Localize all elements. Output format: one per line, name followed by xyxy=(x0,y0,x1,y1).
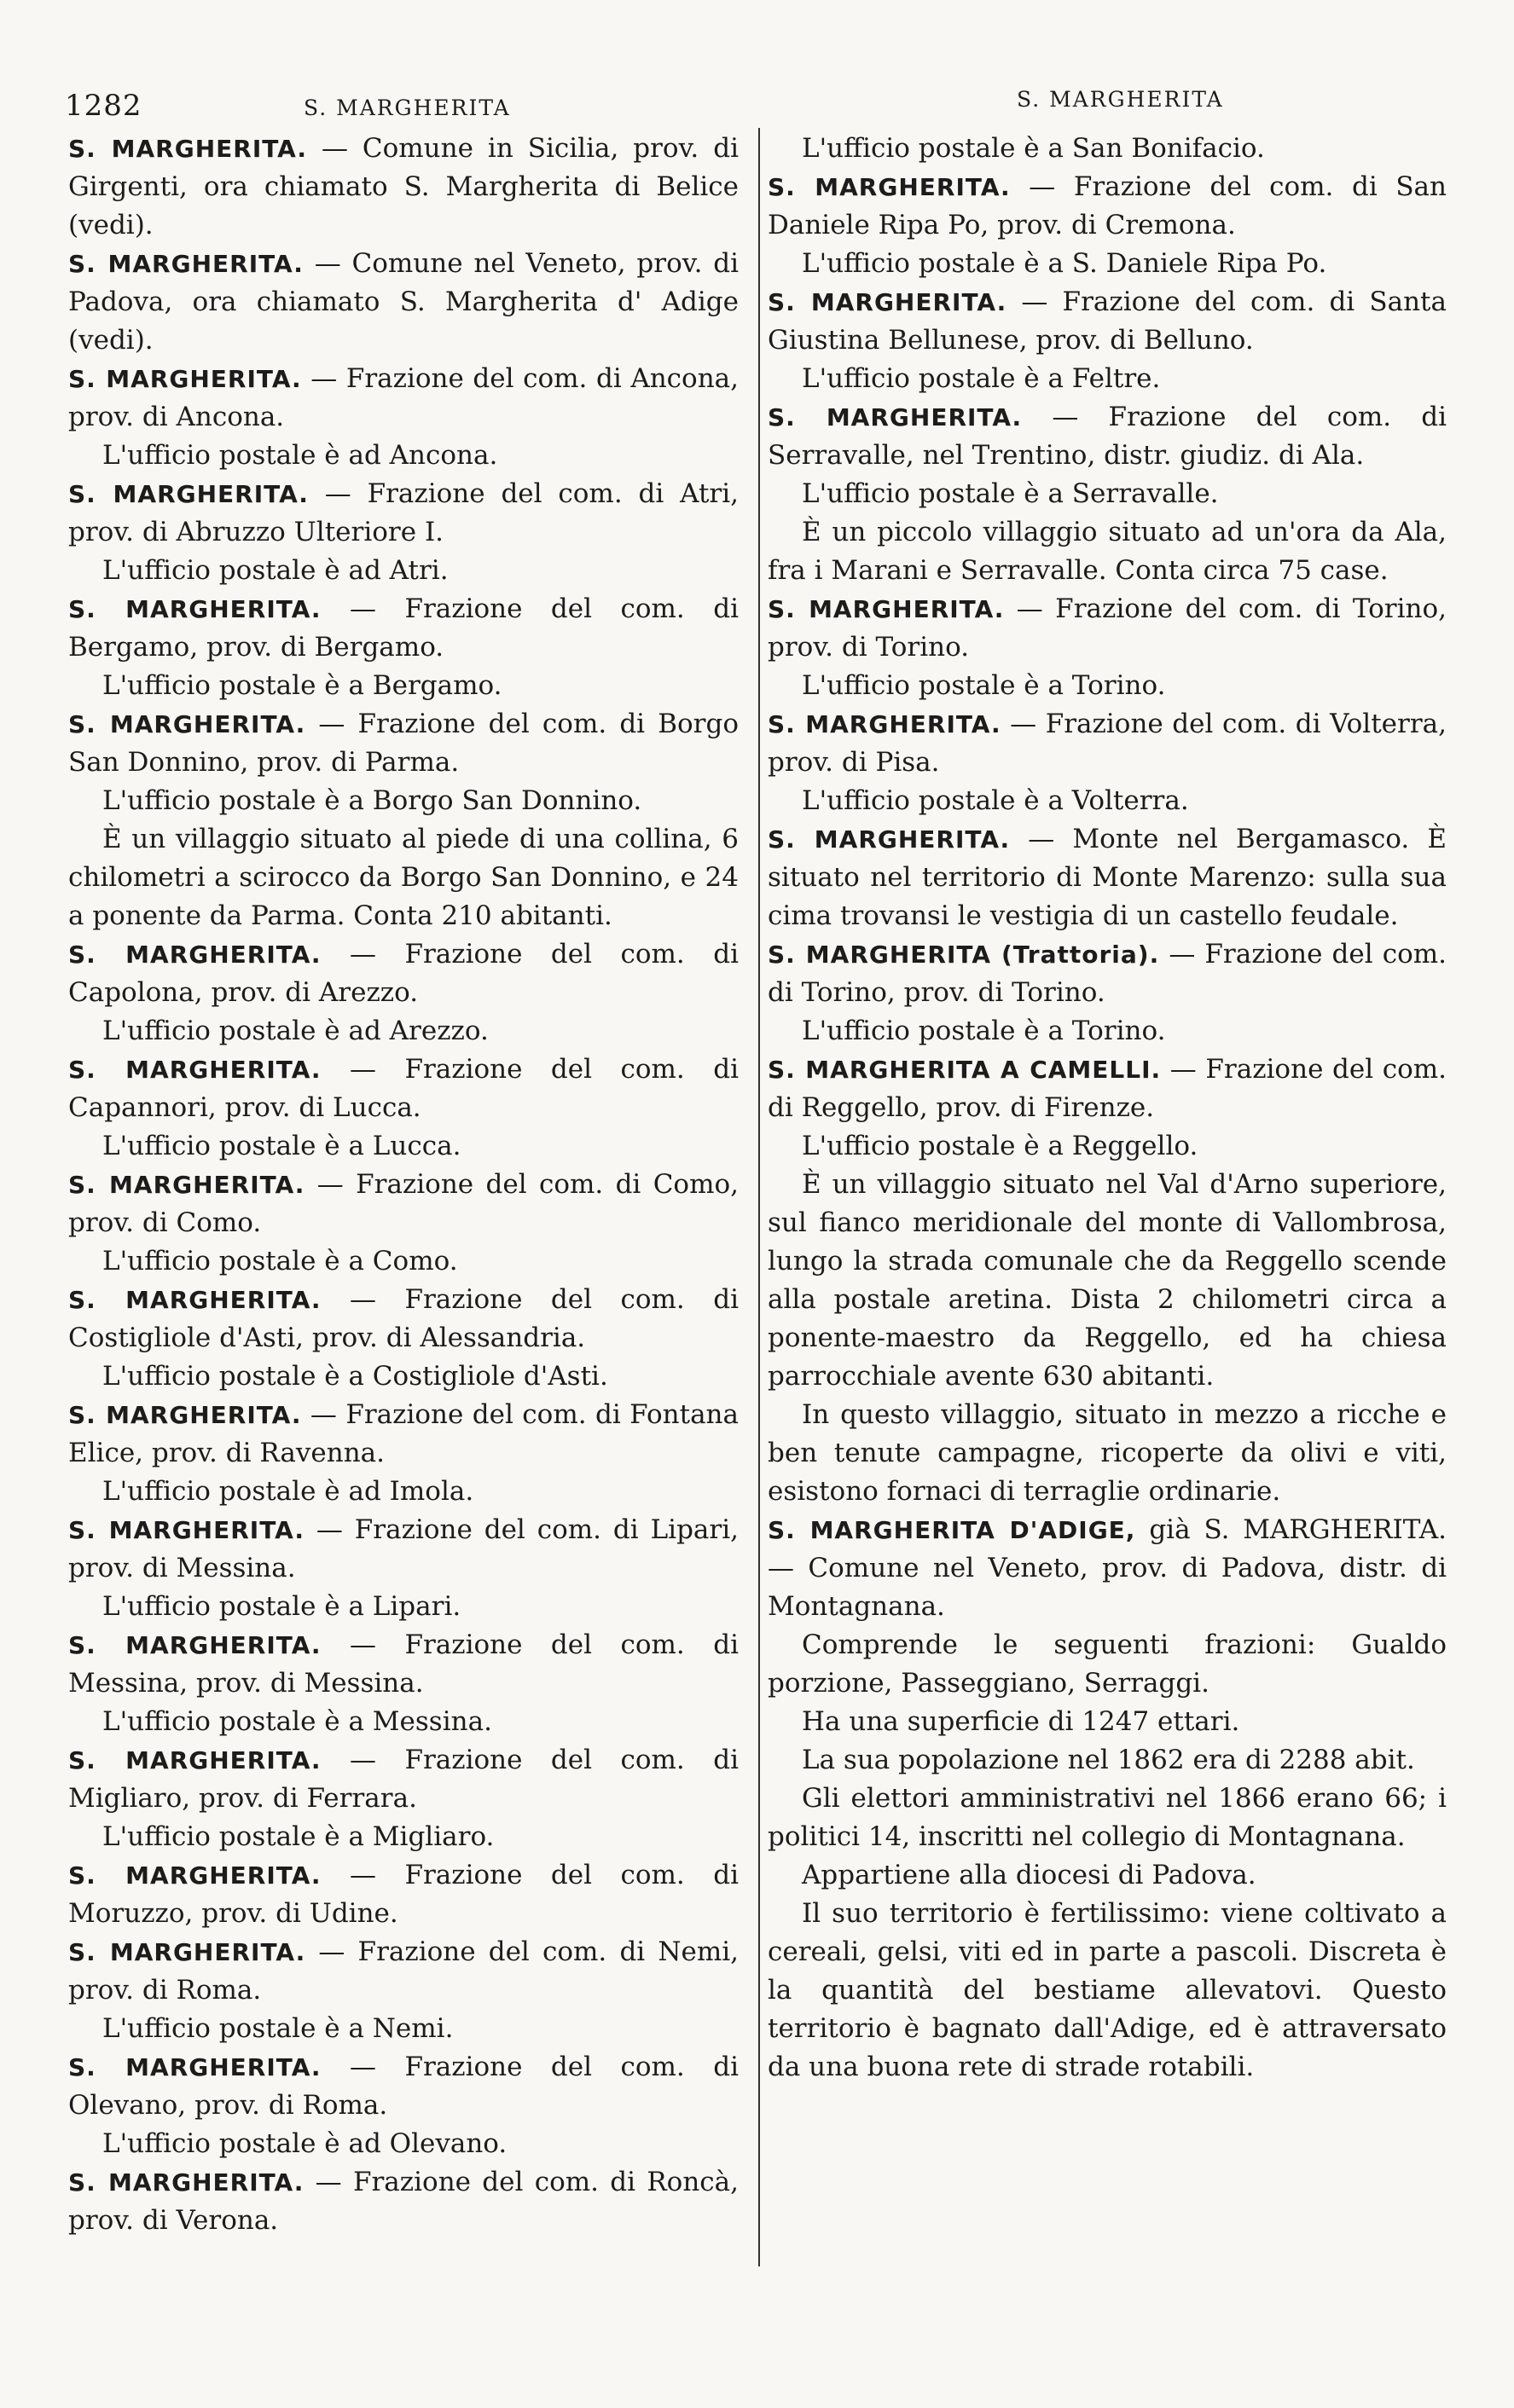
entry-text: L'ufficio postale è a Serravalle. xyxy=(802,478,1219,509)
entry-text: — Frazione del com. di Costigliole d'Asti, prov. di Alessandria. xyxy=(68,1284,739,1353)
entry-text: già S. MARGHERITA. — Comune nel Veneto, prov. di Padova, distr. di Montagnana. xyxy=(768,1514,1447,1622)
entry-headword: S. MARGHERITA. xyxy=(68,480,309,508)
entry-text: — Monte nel Bergamasco. È situato nel territorio di Monte Marenzo: sulla sua cima trovansi le vestigia di un castello feudale. xyxy=(768,824,1447,931)
entry-paragraph xyxy=(68,1856,739,1933)
entry-paragraph xyxy=(68,1933,739,2010)
entry-paragraph xyxy=(768,398,1447,475)
entry-paragraph xyxy=(68,1741,739,1818)
entry-headword: S. MARGHERITA. xyxy=(68,1171,305,1199)
entry-text: — Comune in Sicilia, prov. di Girgenti, ora chiamato S. Margherita di Belice (vedi). xyxy=(68,133,739,240)
left-column xyxy=(68,130,739,2240)
entry-paragraph xyxy=(68,590,739,667)
entry-text: — Frazione del com. di Moruzzo, prov. di Udine. xyxy=(68,1860,739,1929)
entry-paragraph xyxy=(68,1051,739,1127)
entry-text: — Frazione del com. di Borgo San Donnino, prov. di Parma. xyxy=(68,709,739,778)
entry-note xyxy=(68,1242,739,1281)
entry-note xyxy=(768,360,1447,398)
entry-note xyxy=(768,1895,1447,2087)
entry-text: L'ufficio postale è ad Atri. xyxy=(102,555,449,586)
entry-text: L'ufficio postale è ad Imola. xyxy=(102,1476,474,1507)
entry-text: — Frazione del com. di Capannori, prov. di Lucca. xyxy=(68,1054,739,1123)
entry-text: L'ufficio postale è a Messina. xyxy=(102,1706,492,1737)
entry-paragraph xyxy=(68,245,739,360)
entry-headword: S. MARGHERITA. xyxy=(768,288,1007,316)
entry-text: L'ufficio postale è a Borgo San Donnino. xyxy=(102,785,642,816)
entry-headword: S. MARGHERITA (Trattoria). xyxy=(768,941,1160,969)
entry-paragraph xyxy=(768,168,1447,245)
entry-text: — Frazione del com. di Volterra, prov. di Pisa. xyxy=(768,709,1447,778)
entry-headword: S. MARGHERITA A CAMELLI. xyxy=(768,1056,1162,1084)
entry-headword: S. MARGHERITA. xyxy=(68,250,304,278)
entry-text: L'ufficio postale è a Migliaro. xyxy=(102,1821,495,1852)
entry-note xyxy=(68,2125,739,2163)
left-running-title: S. MARGHERITA xyxy=(304,96,511,120)
entry-paragraph xyxy=(68,705,739,782)
entry-text: — Frazione del com. di Bergamo, prov. di Bergamo. xyxy=(68,593,739,663)
entry-headword: S. MARGHERITA. xyxy=(68,1746,322,1774)
entry-headword: S. MARGHERITA. xyxy=(68,1056,322,1084)
entry-text: — Frazione del com. di Santa Giustina Bellunese, prov. di Belluno. xyxy=(768,287,1447,356)
entry-text: La sua popolazione nel 1862 era di 2288 abit. xyxy=(802,1745,1415,1775)
entry-note xyxy=(68,820,739,935)
right-running-title: S. MARGHERITA xyxy=(1017,87,1224,112)
entry-note xyxy=(68,2010,739,2048)
entry-note xyxy=(768,667,1447,705)
entry-text: — Frazione del com. di Messina, prov. di Messina. xyxy=(68,1629,739,1699)
entry-note xyxy=(768,1396,1447,1511)
entry-text: — Frazione del com. di Capolona, prov. di Arezzo. xyxy=(68,939,739,1008)
entry-text: L'ufficio postale è a Volterra. xyxy=(802,785,1189,816)
entry-note xyxy=(768,1741,1447,1780)
entry-headword: S. MARGHERITA. xyxy=(768,173,1011,201)
entry-note xyxy=(68,1473,739,1511)
entry-text: — Comune nel Veneto, prov. di Padova, ora chiamato S. Margherita d' Adige (vedi). xyxy=(68,248,740,356)
entry-text: — Frazione del com. di Como, prov. di Como. xyxy=(68,1169,739,1238)
entry-note xyxy=(68,1357,739,1396)
entry-note xyxy=(68,782,739,820)
entry-note xyxy=(68,667,739,705)
entry-text: — Frazione del com. di Fontana Elice, prov. di Ravenna. xyxy=(68,1399,739,1468)
entry-text: È un villaggio situato nel Val d'Arno superiore, sul fianco meridionale del monte di Vallombrosa, lungo la strada comunale che da Reggello scende alla postale aretina. Dista 2 chilometri circa a ponente-maestro da Reggello, ed ha chiesa parrocchiale avente 630 abitanti. xyxy=(768,1169,1447,1392)
entry-paragraph xyxy=(68,1166,739,1242)
column-divider xyxy=(758,128,760,2266)
entry-text: — Frazione del com. di Olevano, prov. di Roma. xyxy=(68,2052,739,2121)
entry-note xyxy=(768,1127,1447,1166)
entry-note xyxy=(68,1818,739,1856)
entry-paragraph xyxy=(68,935,739,1012)
entry-note xyxy=(768,782,1447,820)
entry-paragraph xyxy=(68,360,739,437)
entry-headword: S. MARGHERITA. xyxy=(68,1286,322,1314)
entry-text: — Frazione del com. di Nemi, prov. di Roma. xyxy=(68,1936,739,2006)
entry-note xyxy=(68,1012,739,1051)
entry-note xyxy=(768,1780,1447,1856)
entry-note xyxy=(68,1127,739,1166)
entry-note xyxy=(768,1703,1447,1741)
entry-note xyxy=(768,1166,1447,1396)
entry-text: L'ufficio postale è a Lipari. xyxy=(102,1591,461,1622)
entry-note xyxy=(68,1703,739,1741)
entry-paragraph xyxy=(768,705,1447,782)
entry-note xyxy=(68,552,739,590)
entry-headword: S. MARGHERITA. xyxy=(68,595,322,623)
entry-paragraph xyxy=(768,935,1447,1012)
entry-headword: S. MARGHERITA. xyxy=(68,710,306,738)
entry-text: — Frazione del com. di San Daniele Ripa Po, prov. di Cremona. xyxy=(768,171,1447,240)
entry-paragraph xyxy=(68,2163,739,2240)
entry-headword: S. MARGHERITA. xyxy=(68,1401,302,1429)
entry-text: È un villaggio situato al piede di una collina, 6 chilometri a scirocco da Borgo San Donnino, e 24 a ponente da Parma. Conta 210 abitanti. xyxy=(68,824,739,931)
entry-headword: S. MARGHERITA. xyxy=(768,825,1011,854)
entry-paragraph xyxy=(68,1626,739,1703)
entry-note xyxy=(768,1856,1447,1895)
entry-headword: S. MARGHERITA. xyxy=(768,595,1005,623)
entry-text: L'ufficio postale è a Feltre. xyxy=(802,363,1161,394)
entry-paragraph xyxy=(68,475,739,552)
entry-headword: S. MARGHERITA. xyxy=(68,135,308,163)
entry-note xyxy=(768,1012,1447,1051)
entry-text: L'ufficio postale è ad Arezzo. xyxy=(102,1016,489,1046)
entry-text: Comprende le seguenti frazioni: Gualdo porzione, Passeggiano, Serraggi. xyxy=(768,1629,1447,1699)
entry-text: — Frazione del com. di Atri, prov. di Abruzzo Ulteriore I. xyxy=(68,478,739,547)
right-column xyxy=(768,130,1447,2087)
entry-headword: S. MARGHERITA. xyxy=(768,710,1001,738)
entry-note xyxy=(768,245,1447,283)
entry-headword: S. MARGHERITA. xyxy=(768,403,1023,431)
entry-text: — Frazione del com. di Migliaro, prov. di Ferrara. xyxy=(68,1745,739,1814)
entry-headword: S. MARGHERITA. xyxy=(68,1516,305,1544)
entry-paragraph xyxy=(768,820,1447,935)
entry-text: L'ufficio postale è a S. Daniele Ripa Po. xyxy=(802,248,1327,279)
entry-headword: S. MARGHERITA. xyxy=(68,2168,305,2197)
entry-headword: S. MARGHERITA. xyxy=(68,1631,322,1659)
entry-text: L'ufficio postale è a Costigliole d'Asti. xyxy=(102,1361,608,1392)
entry-text: L'ufficio postale è a Lucca. xyxy=(102,1131,461,1161)
entry-paragraph xyxy=(768,1051,1447,1127)
entry-text: — Frazione del com. di Lipari, prov. di Messina. xyxy=(68,1514,740,1583)
entry-text: — Frazione del com. di Torino, prov. di Torino. xyxy=(768,593,1447,663)
entry-paragraph xyxy=(68,1511,739,1588)
entry-headword: S. MARGHERITA. xyxy=(68,941,322,969)
entry-text: L'ufficio postale è ad Olevano. xyxy=(102,2128,508,2159)
entry-paragraph xyxy=(68,1281,739,1357)
entry-paragraph xyxy=(68,2048,739,2125)
entry-note xyxy=(768,513,1447,590)
entry-text: Il suo territorio è fertilissimo: viene coltivato a cereali, gelsi, viti ed in parte a pascoli. Discreta è la quantità del bestiame allevatovi. Questo territorio è bagnato dall'Adige, ed è attraversato da una buona rete di strade rotabili. xyxy=(768,1898,1447,2082)
entry-text: L'ufficio postale è a San Bonifacio. xyxy=(802,133,1265,164)
entry-note xyxy=(68,437,739,475)
entry-text: — Frazione del com. di Roncà, prov. di Verona. xyxy=(68,2167,740,2236)
entry-headword: S. MARGHERITA. xyxy=(68,2053,322,2081)
entry-text: L'ufficio postale è a Torino. xyxy=(802,670,1166,701)
entry-text: L'ufficio postale è ad Ancona. xyxy=(102,440,498,471)
entry-paragraph xyxy=(68,1396,739,1473)
entry-headword: S. MARGHERITA. xyxy=(68,1938,306,1966)
entry-text: Appartiene alla diocesi di Padova. xyxy=(802,1860,1256,1890)
entry-text: L'ufficio postale è a Como. xyxy=(102,1246,458,1276)
entry-note xyxy=(68,1588,739,1626)
entry-text: — Frazione del com. di Torino, prov. di Torino. xyxy=(768,939,1447,1008)
entry-paragraph xyxy=(768,283,1447,360)
entry-note xyxy=(768,1626,1447,1703)
entry-text: Gli elettori amministrativi nel 1866 erano 66; i politici 14, inscritti nel collegio di Montagnana. xyxy=(768,1783,1447,1852)
entry-text: L'ufficio postale è a Reggello. xyxy=(802,1131,1198,1161)
entry-text: Ha una superficie di 1247 ettari. xyxy=(802,1706,1240,1737)
entry-note xyxy=(768,130,1447,168)
entry-headword: S. MARGHERITA. xyxy=(68,1861,322,1890)
entry-text: L'ufficio postale è a Torino. xyxy=(802,1016,1166,1046)
entry-headword: S. MARGHERITA. xyxy=(68,365,302,393)
entry-text: In questo villaggio, situato in mezzo a ricche e ben tenute campagne, ricoperte da olivi e viti, esistono fornaci di terraglie ordinarie. xyxy=(768,1399,1447,1507)
entry-paragraph xyxy=(68,130,739,245)
entry-paragraph xyxy=(768,1511,1447,1626)
entry-text: L'ufficio postale è a Bergamo. xyxy=(102,670,502,701)
entry-paragraph xyxy=(768,590,1447,667)
entry-headword: S. MARGHERITA D'ADIGE, xyxy=(768,1516,1136,1544)
entry-text: — Frazione del com. di Ancona, prov. di Ancona. xyxy=(68,363,739,432)
entry-note xyxy=(768,475,1447,513)
entry-text: L'ufficio postale è a Nemi. xyxy=(102,2013,454,2044)
entry-text: — Frazione del com. di Reggello, prov. di Firenze. xyxy=(768,1054,1447,1123)
entry-text: — Frazione del com. di Serravalle, nel Trentino, distr. giudiz. di Ala. xyxy=(768,402,1447,471)
entry-text: È un piccolo villaggio situato ad un'ora da Ala, fra i Marani e Serravalle. Conta circa 75 case. xyxy=(768,517,1447,586)
page-number: 1282 xyxy=(65,89,142,123)
